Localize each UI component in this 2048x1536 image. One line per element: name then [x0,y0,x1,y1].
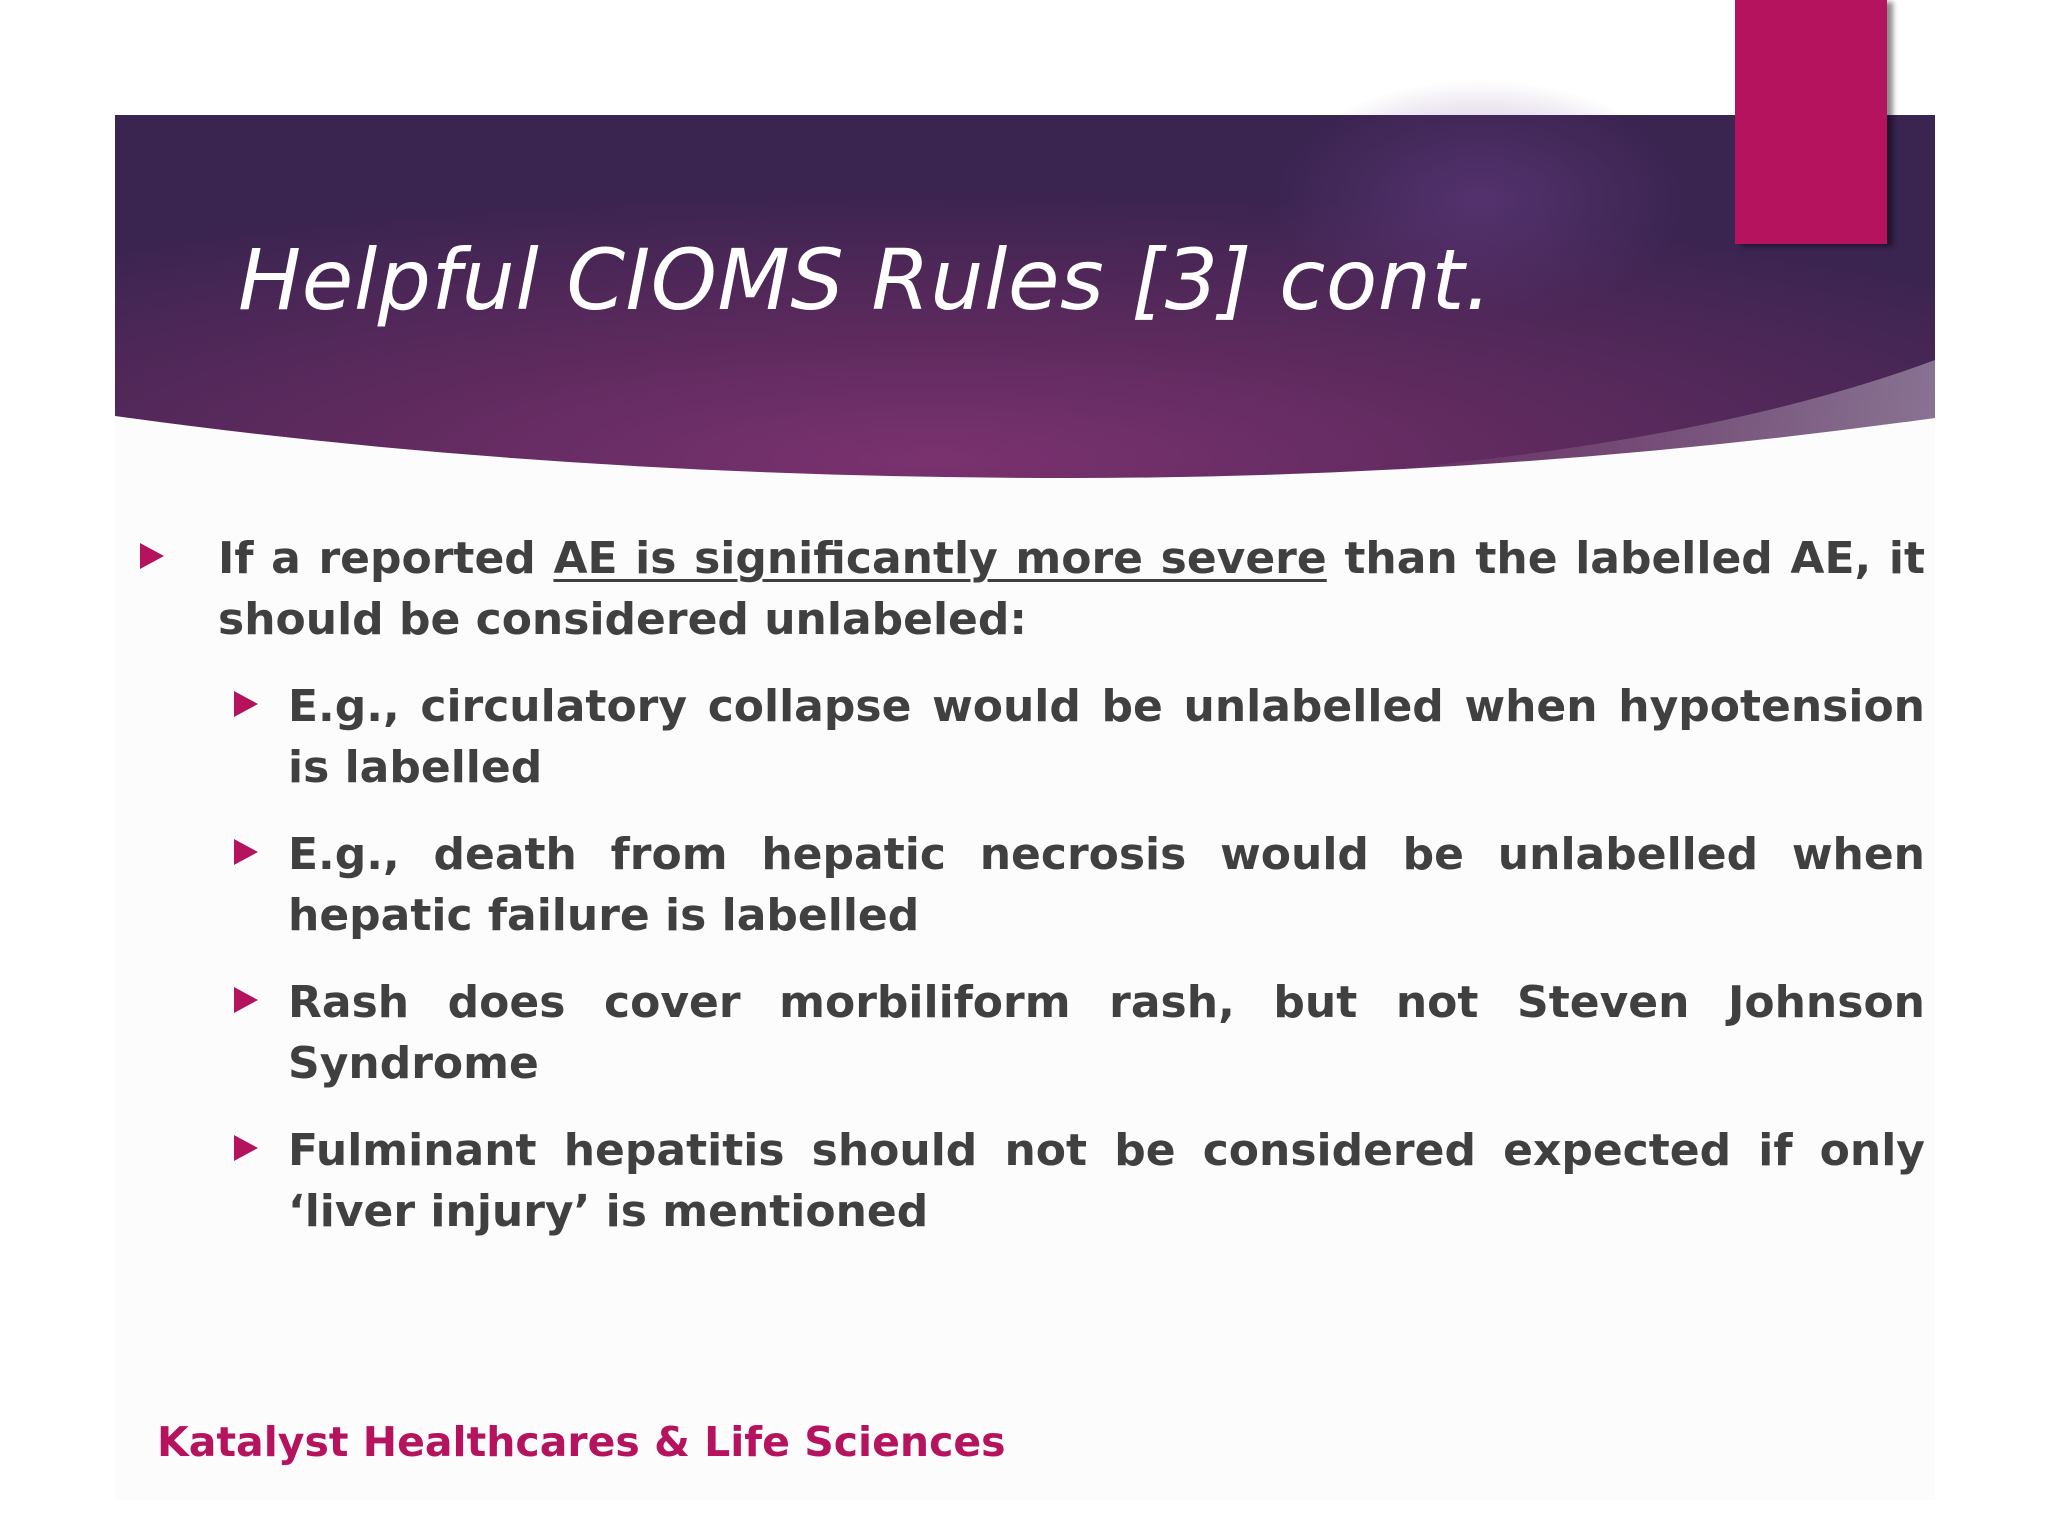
bullet-text [218,528,1925,650]
sub-bullet-text: Rash does cover morbiliform rash, but not Steven Johnson Syndrome [288,977,1925,1089]
triangle-right-icon [234,691,258,717]
sub-bullet-item [140,824,1925,946]
sub-bullet-item [140,676,1925,798]
sub-bullet-text: Fulminant hepatitis should not be considered expected if only ‘liver injury’ is mentioned [288,1125,1925,1237]
triangle-right-icon [140,543,164,569]
sub-bullet-text: E.g., circulatory collapse would be unlabelled when hypotension is labelled [288,681,1925,793]
sub-bullet-text: E.g., death from hepatic necrosis would be unlabelled when hepatic failure is labelled [288,829,1925,941]
triangle-right-icon [234,1135,258,1161]
slide-title: Helpful CIOMS Rules [3] cont. [238,231,1493,329]
accent-block [1735,0,1887,244]
sub-bullet-item [140,972,1925,1094]
bullet-list [140,528,1925,1242]
bullet-text-underlined: AE is significantly more severe [553,533,1327,584]
triangle-right-icon [234,839,258,865]
triangle-right-icon [234,987,258,1013]
bullet-text-before: If a reported [218,533,554,584]
footer-company-name: Katalyst Healthcares & Life Sciences [157,1418,1006,1466]
bullet-text-after: than the labelled AE, it should be considered unlabeled: [218,533,1926,645]
bullet-item [140,528,1925,650]
sub-bullet-item [140,1120,1925,1242]
